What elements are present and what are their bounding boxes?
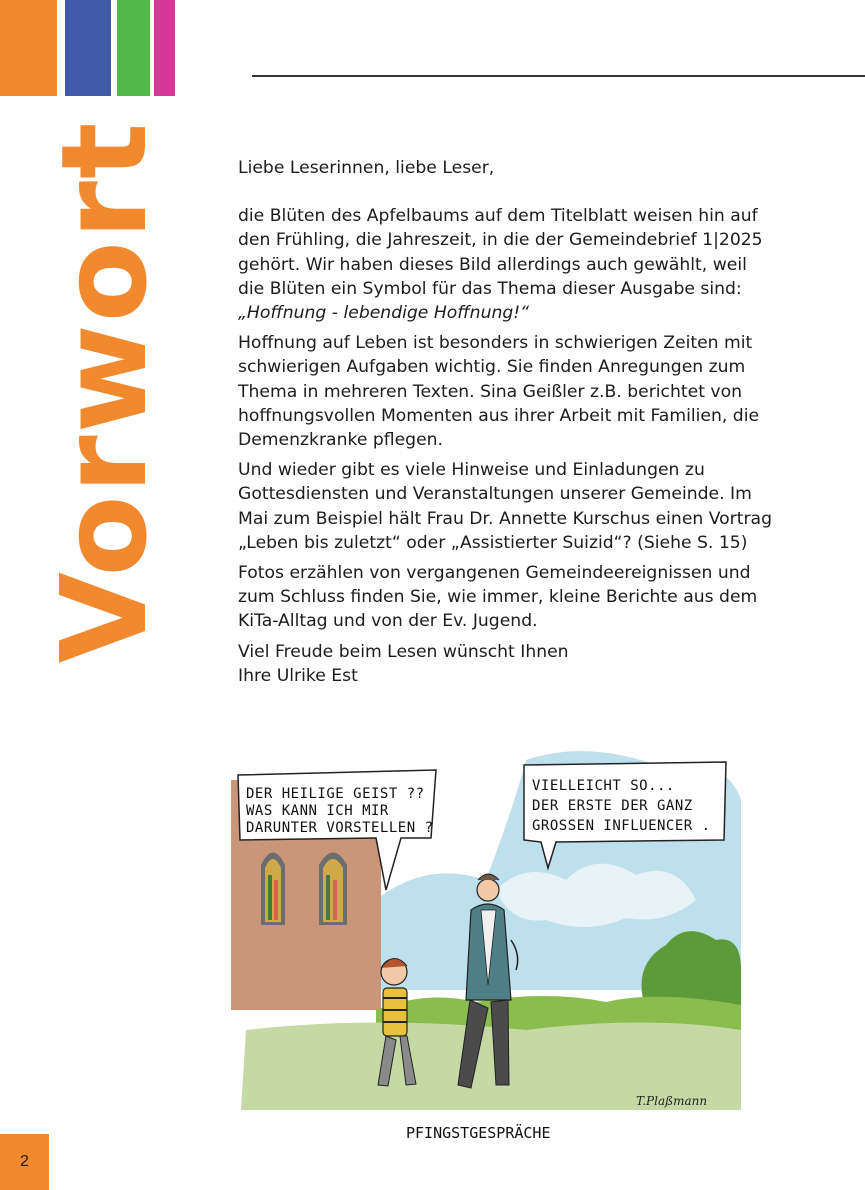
page-number: 2 [0, 1134, 49, 1190]
author: Ihre Ulrike Est [238, 665, 358, 686]
svg-text:VIELLEICHT SO...: VIELLEICHT SO... [532, 778, 675, 794]
color-bar-orange [0, 0, 57, 96]
page-title: Vorwort [35, 120, 173, 664]
cartoon-caption: PFINGSTGESPRÄCHE [406, 1124, 551, 1142]
closing: Viel Freude beim Lesen wünscht Ihnen Ihre Ulrike Est [238, 641, 569, 686]
paragraph-1: die Blüten des Apfelbaums auf dem Titelblatt weisen hin auf den Frühling, die Jahreszeit, in die der Gemeindebrief 1|2025 gehört. Wir haben dieses Bild allerdings auch gewählt, weil die Blüten ein Symbol für das Thema dieser Ausgabe sind: „Hoffnung - lebendige Hoffnung!“ [238, 206, 763, 324]
greeting: Liebe Leserinnen, liebe Leser, [238, 158, 495, 178]
svg-text:DARUNTER VORSTELLEN ?: DARUNTER VORSTELLEN ? [246, 820, 434, 836]
color-bar-pink [154, 0, 175, 96]
cartoon-illustration [226, 740, 746, 1150]
article-body [238, 156, 778, 694]
color-bar-green [117, 0, 150, 96]
paragraph-3: Und wieder gibt es viele Hinweise und Einladungen zu Gottesdiensten und Veranstaltungen unserer Gemeinde. Im Mai zum Beispiel hält Frau Dr. Annette Kurschus einen Vortrag „Leben bis zuletzt“ oder „Assistierter Suizid“? (Siehe S. 15) [238, 460, 773, 553]
paragraph-4: Fotos erzählen von vergangenen Gemeindeereignissen und zum Schluss finden Sie, wie immer, kleine Berichte aus dem KiTa-Alltag und von der Ev. Jugend. [238, 563, 758, 632]
svg-text:DER ERSTE DER GANZ: DER ERSTE DER GANZ [532, 798, 693, 814]
svg-text:WAS KANN ICH MIR: WAS KANN ICH MIR [246, 803, 389, 819]
svg-text:GROSSEN INFLUENCER .: GROSSEN INFLUENCER . [532, 818, 711, 834]
church-window-right [319, 853, 347, 926]
artist-signature: T.Plaßmann [636, 1094, 708, 1108]
theme-quote: „Hoffnung - lebendige Hoffnung!“ [238, 303, 530, 324]
header-rule [252, 75, 865, 77]
paragraph-2: Hoffnung auf Leben ist besonders in schwierigen Zeiten mit schwierigen Aufgaben wichtig. Sie finden Anregungen zum Thema in mehreren Texten. Sina Geißler z.B. berichtet von hoffnungsvollen Momenten aus ihrer Arbeit mit Familien, die Demenzkranke pflegen. [238, 333, 760, 451]
svg-text:DER HEILIGE GEIST ??: DER HEILIGE GEIST ?? [246, 786, 425, 802]
color-bar-blue [65, 0, 111, 96]
church-window-left [261, 853, 285, 926]
